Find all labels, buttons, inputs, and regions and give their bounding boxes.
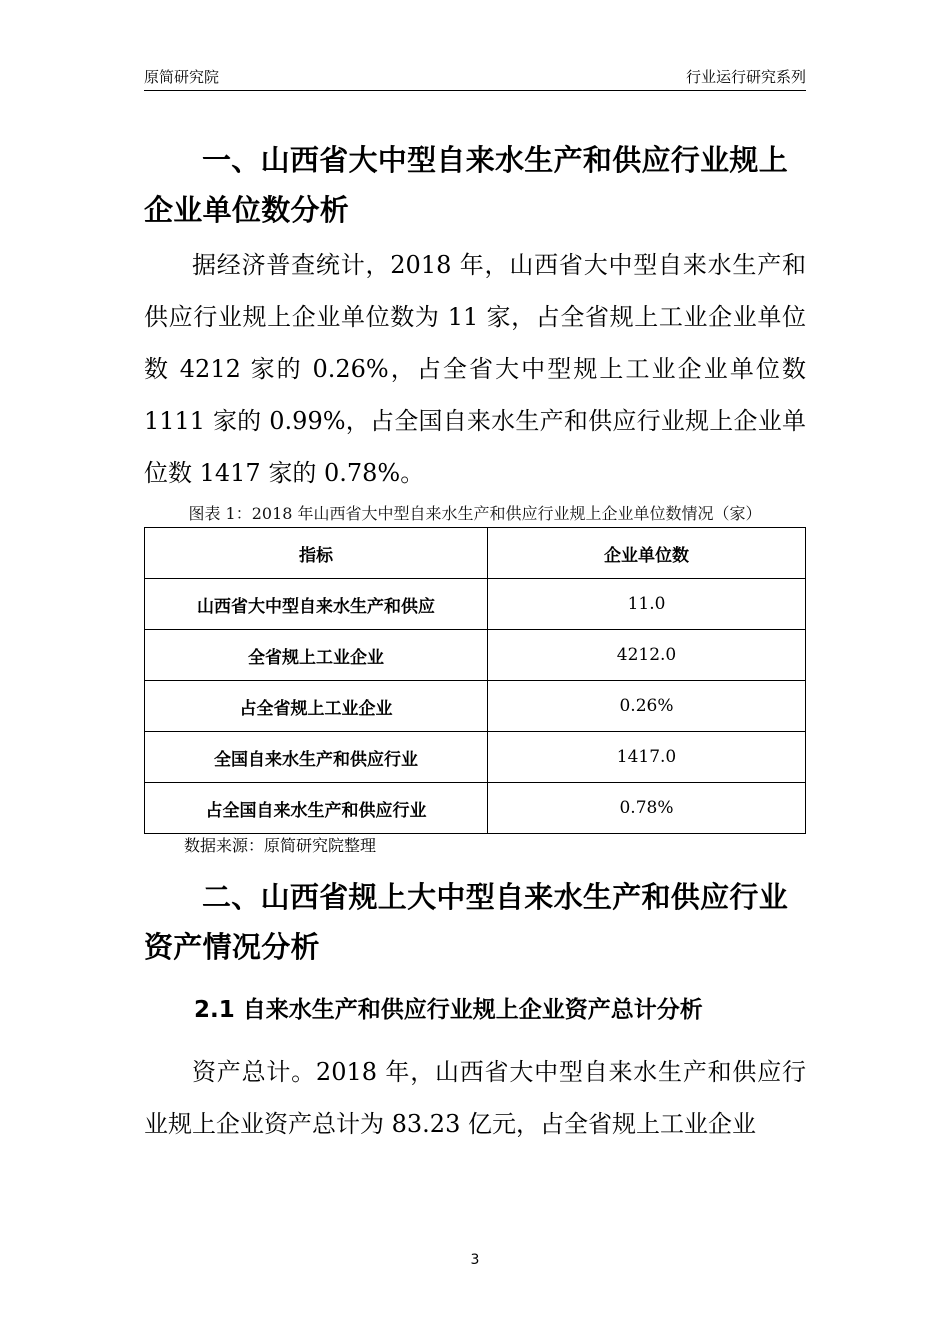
row-label: 全省规上工业企业 (145, 630, 488, 681)
table-row (145, 732, 806, 783)
table-header-row (145, 528, 806, 579)
row-value: 4212.0 (488, 630, 806, 681)
table-header-count: 企业单位数 (488, 528, 806, 579)
page-header (144, 62, 806, 91)
section2-subtitle: 2.1 自来水生产和供应行业规上企业资产总计分析 (194, 997, 703, 1023)
table1 (144, 527, 806, 834)
row-value: 11.0 (488, 579, 806, 630)
table-row (145, 579, 806, 630)
table-header-indicator: 指标 (145, 528, 488, 579)
section2-paragraph: 资产总计。2018 年，山西省大中型自来水生产和供应行业规上企业资产总计为 83.23 亿元，占全省规上工业企业 (144, 1058, 806, 1138)
section1-paragraph: 据经济普查统计，2018 年，山西省大中型自来水生产和供应行业规上企业单位数为 11 家，占全省规上工业企业单位数 4212 家的 0.26%，占全省大中型规上工业企业单位数 1111 家的 0.99%，占全国自来水生产和供应行业规上企业单位数 1417 家的 0.78%。 (144, 251, 806, 487)
table-row (145, 630, 806, 681)
page-number: 3 (470, 1252, 480, 1268)
header-series-name: 行业运行研究系列 (685, 68, 806, 86)
page-content (144, 135, 806, 1150)
section2-title: 二、山西省规上大中型自来水生产和供应行业资产情况分析 (144, 880, 789, 964)
table1-caption: 图表 1：2018 年山西省大中型自来水生产和供应行业规上企业单位数情况（家） (188, 504, 762, 523)
row-label: 全国自来水生产和供应行业 (145, 732, 488, 783)
table-row (145, 783, 806, 834)
table1-source: 数据来源：原简研究院整理 (184, 836, 377, 855)
table-row (145, 681, 806, 732)
row-label: 占全省规上工业企业 (145, 681, 488, 732)
row-value: 0.26% (488, 681, 806, 732)
row-label: 山西省大中型自来水生产和供应 (145, 579, 488, 630)
row-value: 0.78% (488, 783, 806, 834)
row-value: 1417.0 (488, 732, 806, 783)
header-org-name: 原简研究院 (144, 68, 220, 86)
section1-title: 一、山西省大中型自来水生产和供应行业规上企业单位数分析 (144, 143, 789, 227)
row-label: 占全国自来水生产和供应行业 (145, 783, 488, 834)
